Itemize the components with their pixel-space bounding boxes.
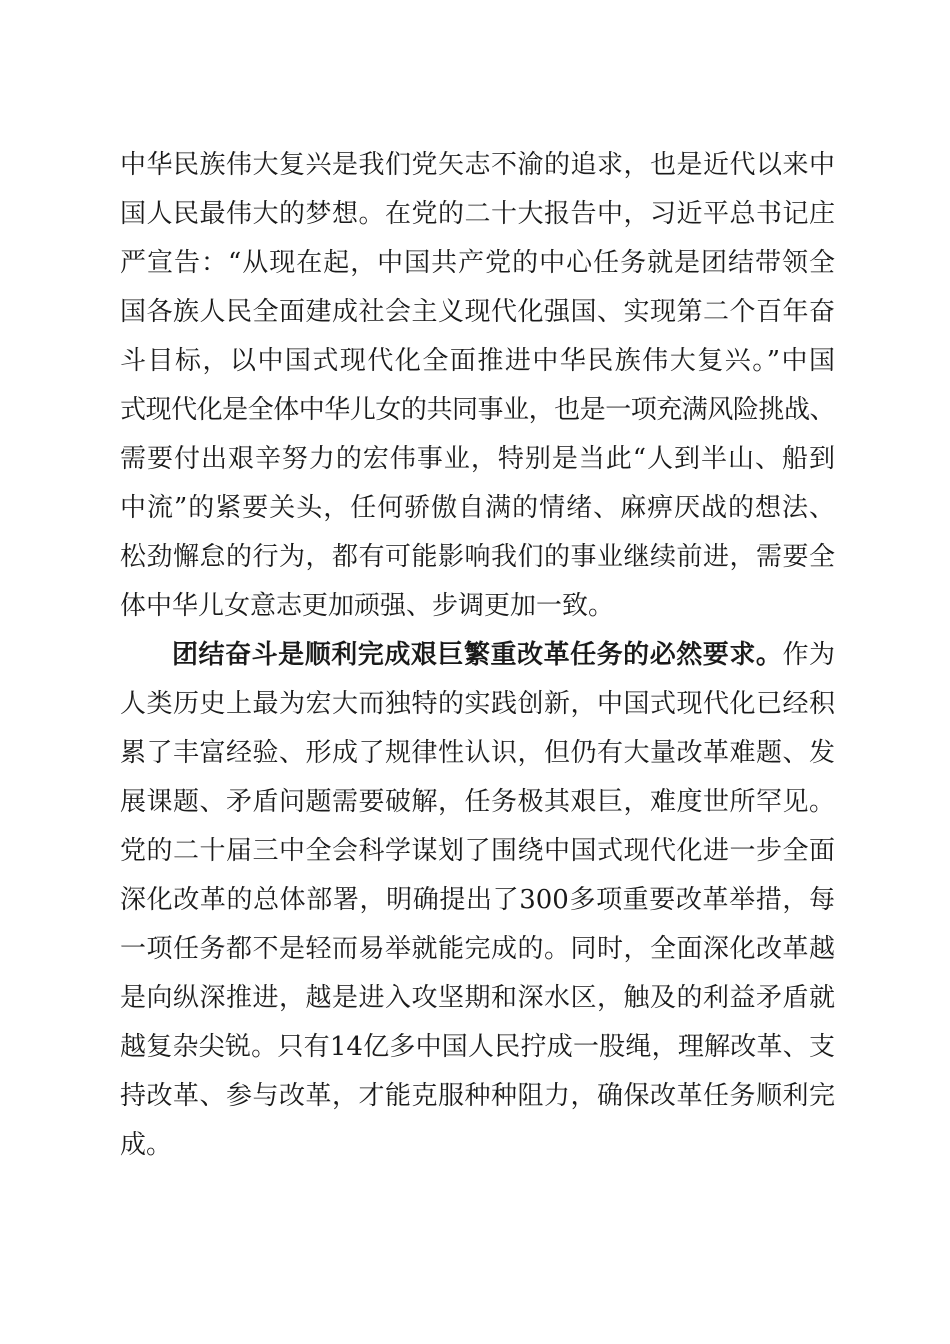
text-line: 严宣告：“从现在起，中国共产党的中心任务就是团结带领全 [120, 248, 835, 278]
text-line [120, 631, 835, 680]
text-line: 松劲懈怠的行为，都有可能影响我们的事业继续前进，需要全 [120, 542, 835, 572]
text-line: 国各族人民全面建成社会主义现代化强国、实现第二个百年奋 [120, 297, 835, 327]
text-line: 成。 [120, 1130, 173, 1160]
paragraph-lead-tail: 作为 [782, 640, 835, 670]
text-line: 斗目标，以中国式现代化全面推进中华民族伟大复兴。”中国 [120, 346, 835, 376]
text-line: 中流”的紧要关头，任何骄傲自满的情绪、麻痹厌战的想法、 [120, 493, 835, 523]
text-line: 中华民族伟大复兴是我们党矢志不渝的追求，也是近代以来中 [120, 150, 835, 180]
text-line: 深化改革的总体部署，明确提出了300多项重要改革举措，每 [120, 885, 835, 915]
text-line: 一项任务都不是轻而易举就能完成的。同时，全面深化改革越 [120, 934, 835, 964]
text-line: 持改革、参与改革，才能克服种种阻力，确保改革任务顺利完 [120, 1081, 835, 1111]
document-body [120, 141, 835, 1170]
text-line: 需要付出艰辛努力的宏伟事业，特别是当此“人到半山、船到 [120, 444, 835, 474]
text-line: 是向纵深推进，越是进入攻坚期和深水区，触及的利益矛盾就 [120, 983, 835, 1013]
text-line: 式现代化是全体中华儿女的共同事业，也是一项充满风险挑战、 [120, 395, 835, 425]
paragraph-1 [120, 141, 835, 631]
text-line: 越复杂尖锐。只有14亿多中国人民拧成一股绳，理解改革、支 [120, 1032, 835, 1062]
paragraph-lead-sentence: 团结奋斗是顺利完成艰巨繁重改革任务的必然要求。 [172, 640, 783, 670]
text-line: 人类历史上最为宏大而独特的实践创新，中国式现代化已经积 [120, 689, 835, 719]
paragraph-2 [120, 631, 835, 1170]
text-line: 国人民最伟大的梦想。在党的二十大报告中，习近平总书记庄 [120, 199, 835, 229]
text-line: 党的二十届三中全会科学谋划了围绕中国式现代化进一步全面 [120, 836, 835, 866]
text-line: 体中华儿女意志更加顽强、步调更加一致。 [120, 591, 615, 621]
text-line: 展课题、矛盾问题需要破解，任务极其艰巨，难度世所罕见。 [120, 787, 835, 817]
text-line: 累了丰富经验、形成了规律性认识，但仍有大量改革难题、发 [120, 738, 835, 768]
